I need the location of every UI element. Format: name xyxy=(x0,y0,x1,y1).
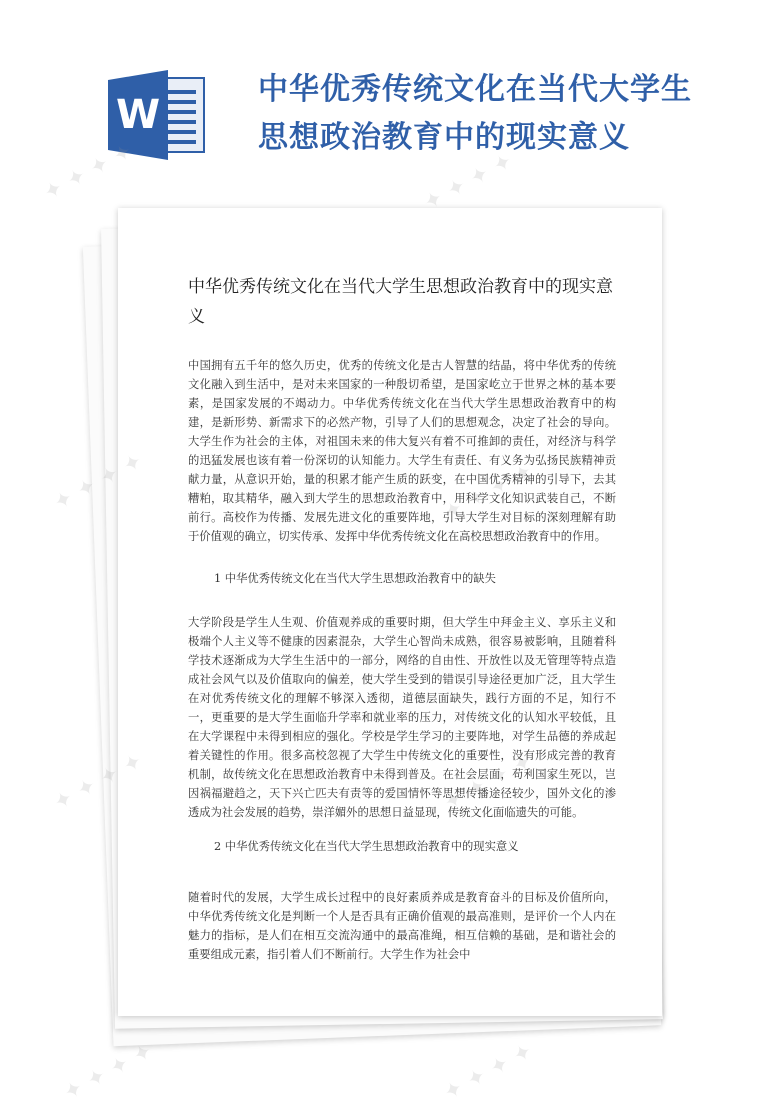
section-heading-1: 1 中华优秀传统文化在当代大学生思想政治教育中的缺失 xyxy=(214,572,496,585)
section-1-paragraph: 大学阶段是学生人生观、价值观养成的重要时期，但大学生中拜金主义、享乐主义和极端个人主义等不健康的因素混杂，大学生心智尚未成熟，很容易被影响，且随着科学技术逐渐成为大学生生活中的一部分，网络的自由性、开放性以及无管理等特点造成社会风气以及价值取向的偏差，使大学生受到的错误引导途径更加广泛，且大学生在对优秀传统文化的理解不够深入透彻，道德层面缺失，践行方面的不足，知行不一，更重要的是大学生面临升学率和就业率的压力，对传统文化的认知水平较低，且在大学课程中未得到相应的强化。学校是学生学习的主要阵地，对学生品德的养成起着关键性的作用。很多高校忽视了大学生中传统文化的重要性，没有形成完善的教育机制，故传统文化在思想政治教育中未得到普及。在社会层面，苟利国家生死以，岂因祸福避趋之，天下兴亡匹夫有责等的爱国情怀等思想传播途径较少，国外文化的渗透成为社会发展的趋势，崇洋媚外的思想日益显现，传统文化面临遗失的可能。 xyxy=(188,616,616,819)
svg-text:W: W xyxy=(115,92,161,138)
watermark: ✦ ✦ ✦ ✦ xyxy=(49,748,147,817)
watermark: ✦ ✦ ✦ ✦ xyxy=(439,1038,537,1106)
header-title: 中华优秀传统文化在当代大学生思想政治教育中的现实意义 xyxy=(258,72,692,155)
watermark: ✦ ✦ xyxy=(49,473,101,517)
watermark: ✦ ✦ ✦ ✦ xyxy=(39,138,137,207)
watermark: ✦ ✦ ✦ ✦ xyxy=(59,1038,157,1106)
document-page xyxy=(118,208,662,1016)
word-document-icon xyxy=(108,70,212,160)
section-2-paragraph: 随着时代的发展，大学生成长过程中的良好素质养成是教育奋斗的目标及价值所向，中华优秀传统文化是判断一个人是否具有正确价值观的最高准则，是评价一个人内在魅力的指标，是人们在相互交流沟通中的最高准绳，相互信赖的基础，是和谐社会的重要组成元素，指引着人们不断前行。大学生作为社会中 xyxy=(188,891,616,961)
document-title: 中华优秀传统文化在当代大学生思想政治教育中的现实意义 xyxy=(188,277,613,327)
watermark: ✦ ✦ ✦ ✦ xyxy=(419,148,517,217)
intro-paragraph: 中国拥有五千年的悠久历史，优秀的传统文化是古人智慧的结晶，将中华优秀的传统文化融入到生活中，是对未来国家的一种殷切希望，是国家屹立于世界之林的基本要素，是国家发展的不竭动力。中华优秀传统文化在当代大学生思想政治教育中的构建，是新形势、新需求下的必然产物，引导了人们的思想观念，决定了社会的导向。大学生作为社会的主体，对祖国未来的伟大复兴有着不可推卸的责任，对经济与科学的迅猛发展也该有着一份深切的认知能力。大学生有责任、有义务为弘扬民族精神贡献力量，从意识开始，量的积累才能产生质的跃变，在中国优秀精神的引导下，去其糟粕，取其精华，融入到大学生的思想政治教育中，用科学文化知识武装自己，不断前行。高校作为传播、发展先进文化的重要阵地，引导大学生对目标的深刻理解有助于价值观的确立，切实传承、发挥中华优秀传统文化在高校思想政治教育中的作用。 xyxy=(188,359,616,543)
header-banner xyxy=(0,0,780,200)
section-heading-2: 2 中华优秀传统文化在当代大学生思想政治教育中的现实意义 xyxy=(214,840,519,853)
